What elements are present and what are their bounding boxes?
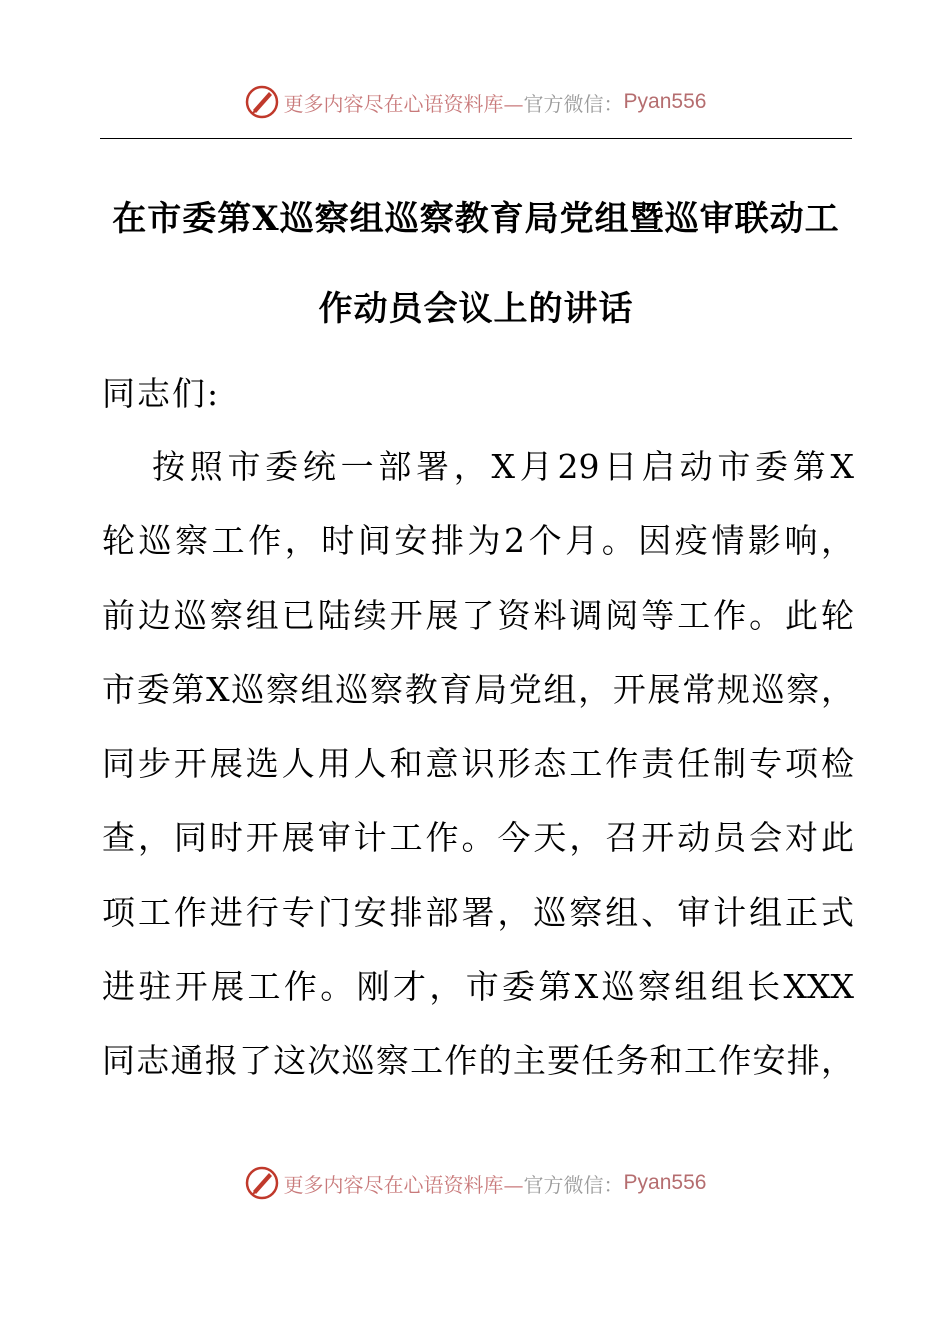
banner-text: 更多内容尽在心语资料库—	[283, 91, 524, 116]
header-banner	[0, 80, 950, 124]
footer-banner	[0, 1161, 950, 1205]
document-title	[96, 174, 856, 354]
banner-wechat-label: 官方微信：	[523, 1172, 624, 1197]
body-line: 同步开展选人用人和意识形态工作责任制专项检	[102, 744, 854, 784]
title-line: 在市委第X巡察组巡察教育局党组暨巡审联动工	[112, 199, 840, 239]
banner-wechat-id: Pyan556	[623, 90, 707, 113]
body-line: 查，同时开展审计工作。今天，召开动员会对此	[102, 818, 854, 858]
header-divider	[100, 138, 852, 139]
body-line: 进驻开展工作。刚才，市委第X巡察组组长XXX	[102, 967, 854, 1007]
body-line: 项工作进行专门安排部署，巡察组、审计组正式	[102, 892, 854, 932]
body-line: 市委第X巡察组巡察教育局党组，开展常规巡察，	[102, 669, 854, 709]
body-paragraph	[102, 430, 854, 1099]
salutation: 同志们:	[102, 374, 221, 413]
pen-logo-icon	[244, 1165, 280, 1201]
body-line: 同志通报了这次巡察工作的主要任务和工作安排，	[102, 1041, 854, 1081]
banner-wechat-label: 官方微信：	[523, 91, 624, 116]
pen-logo-icon	[244, 84, 280, 120]
banner-text: 更多内容尽在心语资料库—	[283, 1172, 524, 1197]
banner-wechat-id: Pyan556	[623, 1171, 707, 1194]
title-line: 作动员会议上的讲话	[318, 289, 634, 329]
body-line: 轮巡察工作，时间安排为2个月。因疫情影响，	[102, 521, 854, 561]
body-line: 按照市委统一部署，X月29日启动市委第X	[152, 447, 854, 486]
body-line: 前边巡察组已陆续开展了资料调阅等工作。此轮	[102, 595, 854, 635]
